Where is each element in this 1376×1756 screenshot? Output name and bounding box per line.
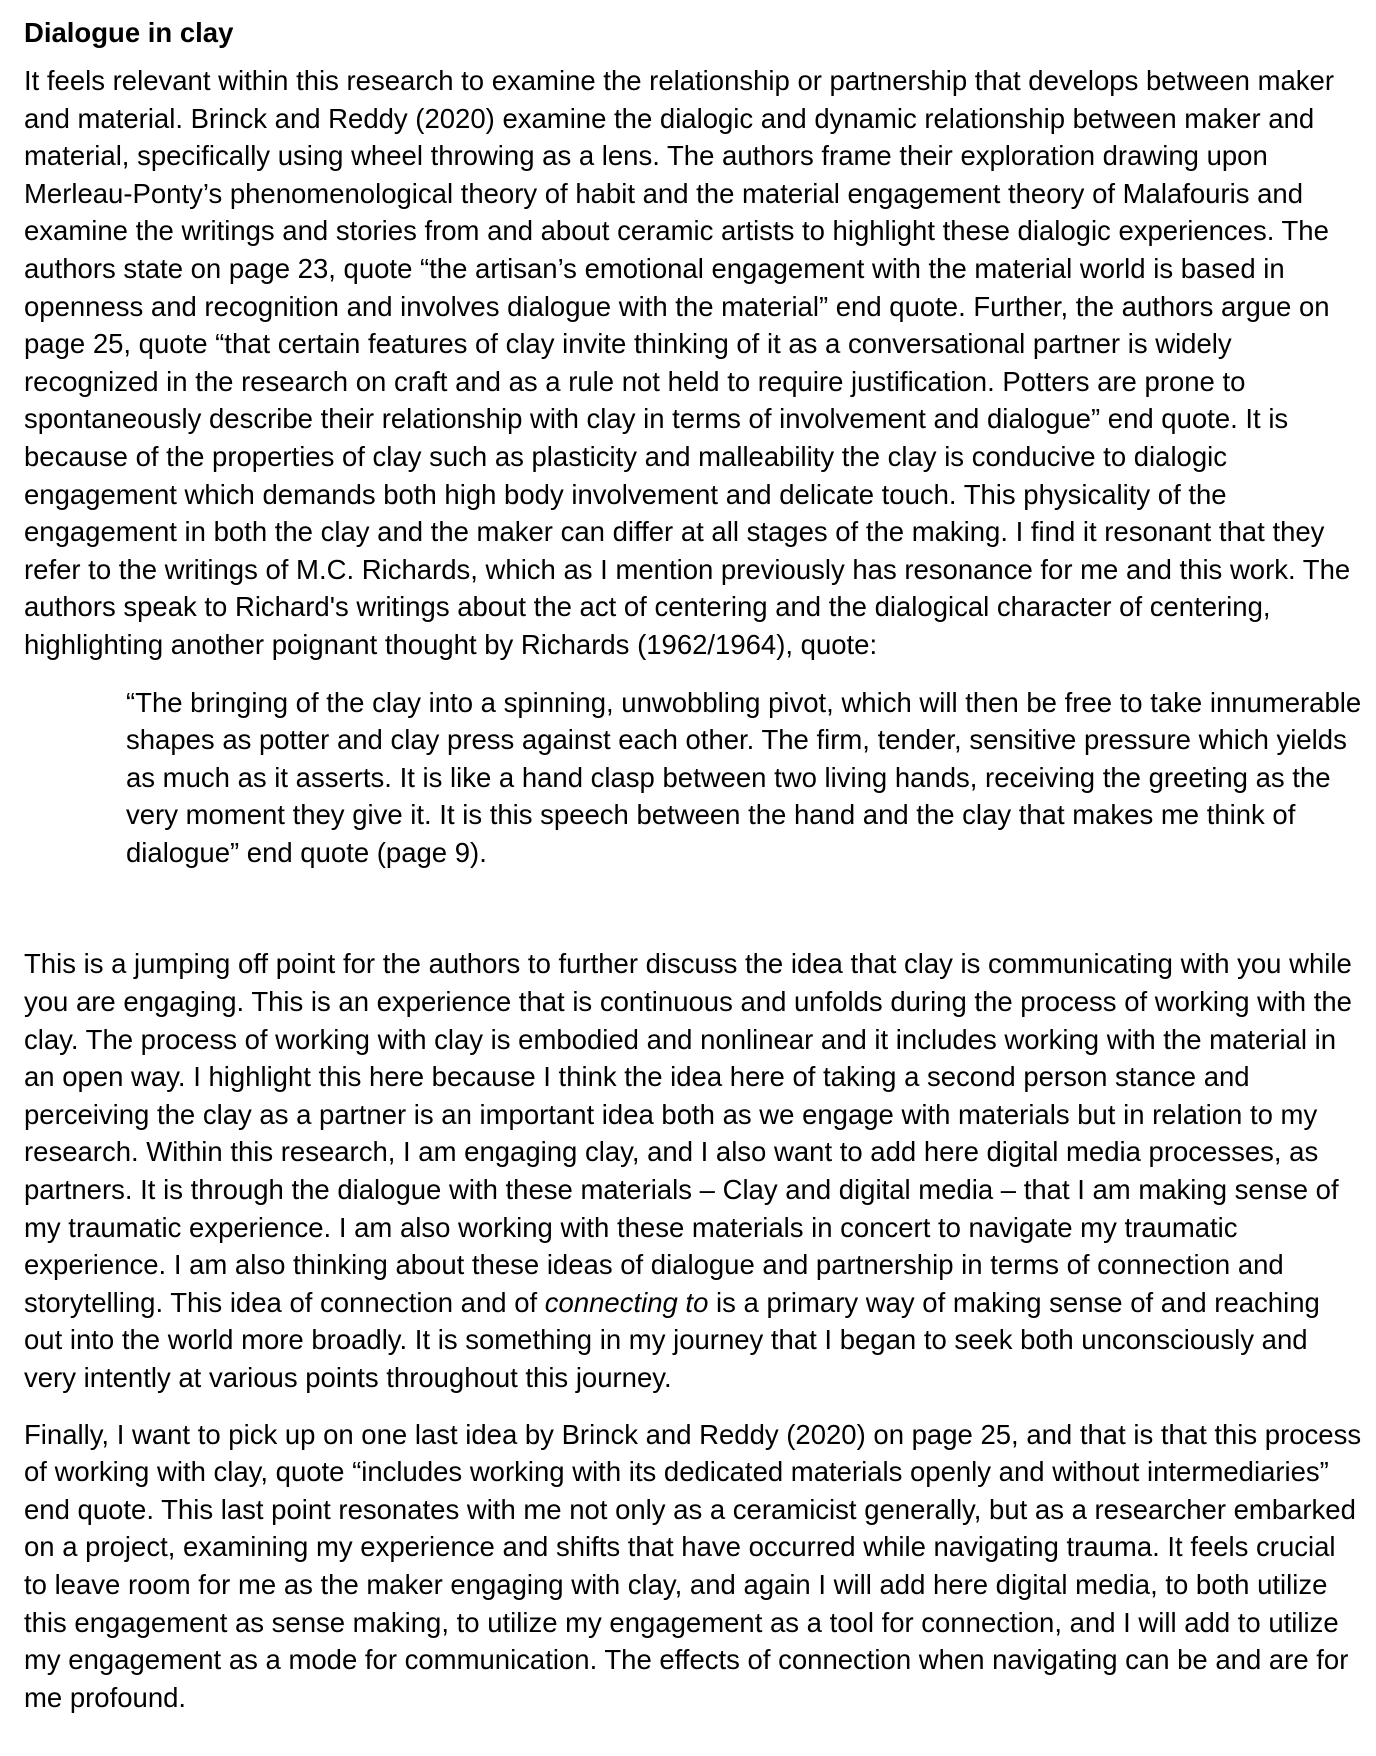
emphasis-connecting-to: connecting to	[544, 1286, 709, 1318]
block-quote: “The bringing of the clay into a spinning, unwobbling pivot, which will then be free to take innumerable shapes as potter and clay press against each other. The firm, tender, sensitive pressure which yields as much as it asserts. It is like a hand clasp between two living hands, receiving the greeting as the very moment they give it. It is this speech between the hand and the clay that makes me think of dialogue” end quote (page 9).	[126, 686, 1362, 868]
paragraph-dialogue	[24, 945, 1362, 1396]
spacer	[24, 871, 1362, 945]
paragraph-intro: It feels relevant within this research to examine the relationship or partnership that develops between maker and material. Brinck and Reddy (2020) examine the dialogic and dynamic relationship between maker and material, specifically using wheel throwing as a lens. The authors frame their exploration drawing upon Merleau-Ponty’s phenomenological theory of habit and the material engagement theory of Malafouris and examine the writings and stories from and about ceramic artists to highlight these dialogic experiences. The authors state on page 23, quote “the artisan’s emotional engagement with the material world is based in openness and recognition and involves dialogue with the material” end quote. Further, the authors argue on page 25, quote “that certain features of clay invite thinking of it as a conversational partner is widely recognized in the research on craft and as a rule not held to require justification. Potters are prone to spontaneously describe their relationship with clay in terms of involvement and dialogue” end quote. It is because of the properties of clay such as plasticity and malleability the clay is conducive to dialogic engagement which demands both high body involvement and delicate touch. This physicality of the engagement in both the clay and the maker can differ at all stages of the making. I find it resonant that they refer to the writings of M.C. Richards, which as I mention previously has resonance for me and this work. The authors speak to Richard's writings about the act of centering and the dialogical character of centering, highlighting another poignant thought by Richards (1962/1964), quote:	[24, 65, 1351, 660]
paragraph-final: Finally, I want to pick up on one last idea by Brinck and Reddy (2020) on page 25, and that is that this process of working with clay, quote “includes working with its dedicated materials openly and without intermediaries” end quote. This last point resonates with me not only as a ceramicist generally, but as a researcher embarked on a project, examining my experience and shifts that have occurred while navigating trauma. It feels crucial to leave room for me as the maker engaging with clay, and again I will add here digital media, to both utilize this engagement as sense making, to utilize my engagement as a tool for connection, and I will add to utilize my engagement as a mode for communication. The effects of connection when navigating can be and are for me profound.	[24, 1418, 1362, 1713]
paragraph-dialogue-text-b: is a primary way of making sense of and reaching out into the world more broadly. It is something in my journey that I began to seek both unconsciously and very intently at various points throughout this journey.	[24, 1286, 1320, 1393]
section-heading: Dialogue in clay	[24, 17, 234, 48]
paragraph-dialogue-text-a: This is a jumping off point for the authors to further discuss the idea that clay is communicating with you while you are engaging. This is an experience that is continuous and unfolds during the process of working with the clay. The process of working with clay is embodied and nonlinear and it includes working with the material in an open way. I highlight this here because I think the idea here of taking a second person stance and perceiving the clay as a partner is an important idea both as we engage with materials but in relation to my research. Within this research, I am engaging clay, and I also want to add here digital media processes, as partners. It is through the dialogue with these materials – Clay and digital media – that I am making sense of my traumatic experience. I am also working with these materials in concert to navigate my traumatic experience. I am also thinking about these ideas of dialogue and partnership in terms of connection and storytelling. This idea of connection and of	[24, 948, 1352, 1318]
